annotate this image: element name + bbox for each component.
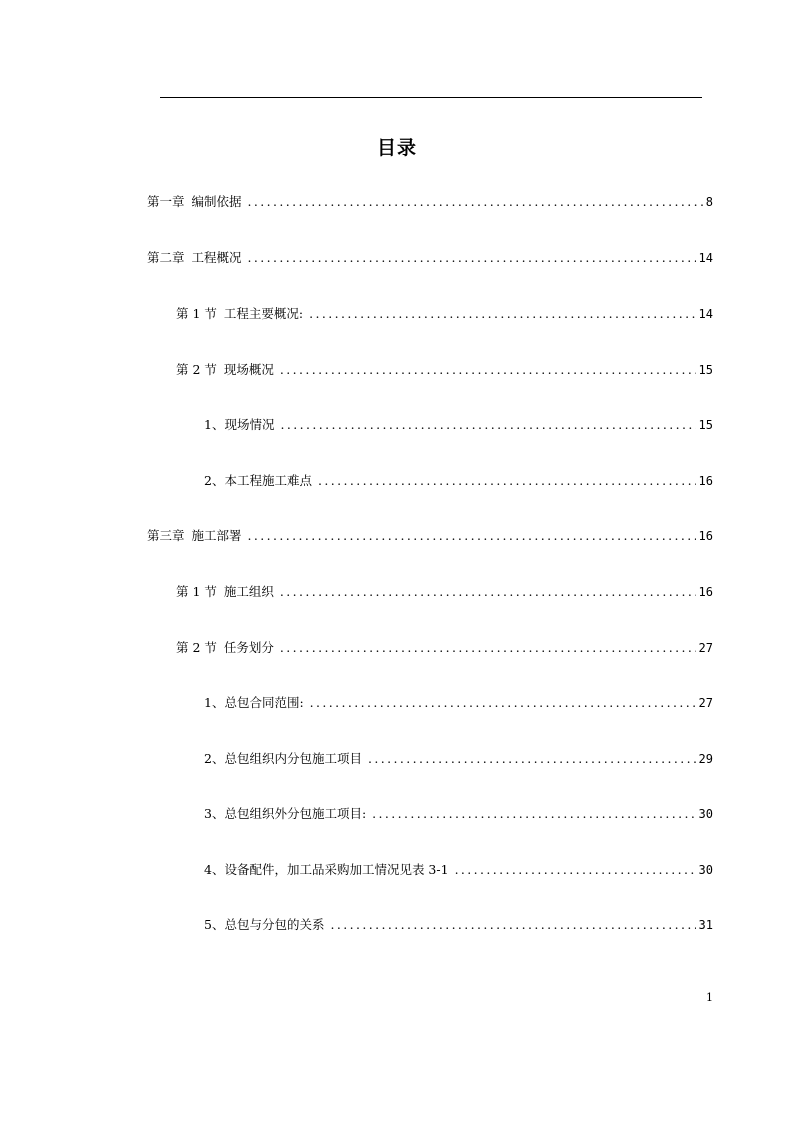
toc-dot-leader bbox=[330, 917, 695, 933]
toc-dot-leader bbox=[310, 695, 696, 711]
toc-entry-title: 本工程施工难点 bbox=[224, 473, 312, 488]
toc-entry-page: 15 bbox=[698, 363, 713, 377]
toc-entry-page: 27 bbox=[698, 641, 713, 655]
toc-dot-leader bbox=[309, 306, 695, 322]
toc-dot-leader bbox=[248, 194, 703, 210]
toc-entry-number: 第 2 节 bbox=[176, 640, 217, 655]
toc-entry-page: 31 bbox=[698, 918, 713, 932]
toc-entry-page: 15 bbox=[698, 418, 713, 432]
toc-entry-title: 总包组织外分包施工项目: bbox=[224, 806, 367, 821]
toc-dot-leader bbox=[248, 528, 696, 544]
toc-entry-number: 2、 bbox=[204, 751, 225, 766]
toc-entry-number: 5、 bbox=[204, 917, 225, 932]
toc-dot-leader bbox=[280, 640, 696, 656]
toc-entry[interactable] bbox=[204, 747, 713, 767]
toc-entry-page: 14 bbox=[698, 251, 713, 265]
toc-entry-title: 现场情况 bbox=[224, 417, 275, 432]
toc-entry-title: 总包合同范围: bbox=[224, 695, 304, 710]
toc-dot-leader bbox=[280, 362, 696, 378]
toc-entry[interactable] bbox=[176, 302, 713, 322]
toc-entry-number: 第三章 bbox=[147, 528, 185, 543]
page-number: 1 bbox=[706, 991, 713, 1004]
toc-dot-leader bbox=[280, 584, 696, 600]
toc-entry-number: 1、 bbox=[204, 695, 225, 710]
toc-entry-number: 第 2 节 bbox=[176, 362, 217, 377]
toc-entry-number: 第 1 节 bbox=[176, 306, 217, 321]
toc-entry-title: 总包组织内分包施工项目 bbox=[224, 751, 362, 766]
toc-entry-page: 29 bbox=[698, 752, 713, 766]
toc-dot-leader bbox=[368, 751, 696, 767]
toc-entry[interactable] bbox=[147, 190, 713, 210]
toc-entry-number: 3、 bbox=[204, 806, 225, 821]
toc-entry-page: 30 bbox=[698, 807, 713, 821]
toc-entry[interactable] bbox=[147, 524, 713, 544]
toc-entry-page: 27 bbox=[698, 696, 713, 710]
toc-entry-number: 2、 bbox=[204, 473, 225, 488]
toc-dot-leader bbox=[318, 473, 696, 489]
toc-entry-page: 16 bbox=[698, 474, 713, 488]
toc-dot-leader bbox=[248, 250, 696, 266]
toc-entry-title: 施工部署 bbox=[191, 528, 242, 543]
toc-entry[interactable] bbox=[204, 469, 713, 489]
toc-entry[interactable] bbox=[204, 802, 713, 822]
toc-entry-title: 总包与分包的关系 bbox=[224, 917, 325, 932]
toc-entry-title: 工程概况 bbox=[191, 250, 242, 265]
toc-dot-leader bbox=[372, 806, 695, 822]
toc-entry[interactable] bbox=[204, 691, 713, 711]
toc-entry[interactable] bbox=[176, 580, 713, 600]
toc-entry-page: 16 bbox=[698, 529, 713, 543]
toc-entry[interactable] bbox=[176, 358, 713, 378]
toc-entry-number: 第二章 bbox=[147, 250, 185, 265]
page-title: 目录 bbox=[376, 137, 417, 159]
toc-dot-leader bbox=[280, 417, 695, 433]
toc-entry-title: 编制依据 bbox=[191, 194, 242, 209]
toc-entry[interactable] bbox=[147, 246, 713, 266]
toc-entry-number: 第 1 节 bbox=[176, 584, 217, 599]
toc-entry-title: 任务划分 bbox=[223, 640, 274, 655]
toc-entry-title: 工程主要概况: bbox=[223, 306, 304, 321]
toc-entry[interactable] bbox=[204, 858, 713, 878]
toc-entry-number: 1、 bbox=[204, 417, 225, 432]
toc-entry-page: 30 bbox=[698, 863, 713, 877]
toc-entry-title: 设备配件，加工品采购加工情况见表 3-1 bbox=[224, 862, 449, 877]
toc-entry[interactable] bbox=[204, 913, 713, 933]
toc-dot-leader bbox=[455, 862, 696, 878]
toc-entry[interactable] bbox=[204, 413, 713, 433]
toc-entry-page: 16 bbox=[698, 585, 713, 599]
toc-entry[interactable] bbox=[176, 636, 713, 656]
toc-entry-number: 第一章 bbox=[147, 194, 185, 209]
toc-entry-number: 4、 bbox=[204, 862, 225, 877]
toc-entry-page: 8 bbox=[705, 195, 713, 209]
toc-entry-page: 14 bbox=[698, 307, 713, 321]
toc-entry-title: 施工组织 bbox=[223, 584, 274, 599]
toc-entry-title: 现场概况 bbox=[223, 362, 274, 377]
